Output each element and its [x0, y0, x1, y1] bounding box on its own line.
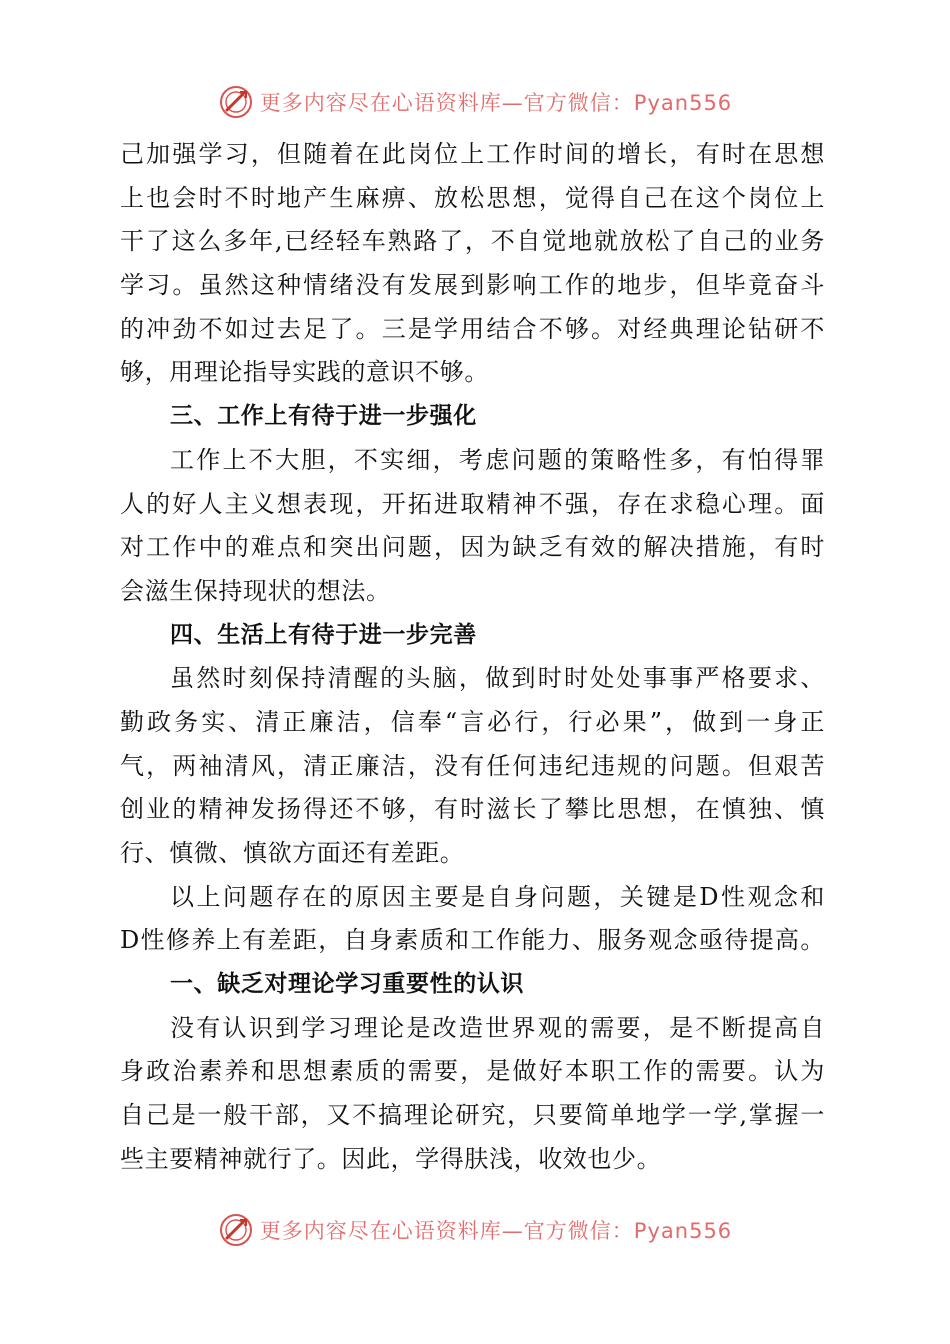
- paragraph-line: 些主要精神就行了。因此，学得肤浅，收效也少。: [120, 1144, 662, 1173]
- paragraph-line: 上也会时不时地产生麻痹、放松思想，觉得自己在这个岗位上: [120, 183, 825, 212]
- paragraph-line: 工作上不大胆，不实细，考虑问题的策略性多，有怕得罪: [170, 445, 825, 474]
- paragraph-line: 己加强学习，但随着在此岗位上工作时间的增长，有时在思想: [120, 140, 825, 168]
- paragraph-line: 身政治素养和思想素质的需要，是做好本职工作的需要。认为: [120, 1057, 825, 1086]
- paragraph-line: 勤政务实、清正廉洁，信奉“言必行，行必果”，做到一身正: [120, 707, 825, 736]
- paragraph-line: 没有认识到学习理论是改造世界观的需要，是不断提高自: [170, 1013, 825, 1042]
- paragraph-line: 自己是一般干部，又不搞理论研究，只要简单地学一学,掌握一: [120, 1101, 825, 1130]
- paragraph-line: 气，两袖清风，清正廉洁，没有任何违纪违规的问题。但艰苦: [120, 751, 825, 780]
- stamp-logo-icon: [218, 1212, 254, 1248]
- paragraph-line: 学习。虽然这种情绪没有发展到影响工作的地步，但毕竟奋斗: [120, 271, 825, 300]
- watermark-banner-bottom: [0, 1208, 950, 1252]
- section-heading: 四、生活上有待于进一步完善: [170, 621, 477, 648]
- paragraph-line: D性修养上有差距，自身素质和工作能力、服务观念亟待提高。: [120, 926, 825, 955]
- paragraph-line: 会滋生保持现状的想法。: [120, 576, 391, 605]
- watermark-text: 更多内容尽在心语资料库—官方微信：Pyan556: [259, 1219, 733, 1243]
- section-heading: 一、缺乏对理论学习重要性的认识: [170, 971, 524, 998]
- paragraph-line: 干了这么多年,已经轻车熟路了，不自觉地就放松了自己的业务: [120, 227, 825, 256]
- paragraph-line: 行、慎微、慎欲方面还有差距。: [120, 839, 465, 867]
- watermark-banner-top: [0, 80, 950, 124]
- paragraph-line: 的冲劲不如过去足了。三是学用结合不够。对经典理论钻研不: [120, 314, 825, 343]
- paragraph-line: 够，用理论指导实践的意识不够。: [120, 358, 489, 387]
- document-body: [120, 133, 825, 1182]
- section-heading: 三、工作上有待于进一步强化: [170, 403, 477, 430]
- paragraph-line: 人的好人主义想表现，开拓进取精神不强，存在求稳心理。面: [120, 489, 825, 518]
- watermark-text: 更多内容尽在心语资料库—官方微信：Pyan556: [259, 91, 733, 115]
- stamp-logo-icon: [218, 84, 254, 120]
- paragraph-line: 对工作中的难点和突出问题，因为缺乏有效的解决措施，有时: [120, 533, 825, 562]
- paragraph-line: 虽然时刻保持清醒的头脑，做到时时处处事事严格要求、: [170, 664, 825, 693]
- paragraph-line: 创业的精神发扬得还不够，有时滋长了攀比思想，在慎独、慎: [120, 795, 825, 824]
- paragraph-line: 以上问题存在的原因主要是自身问题，关键是D性观念和: [170, 882, 825, 911]
